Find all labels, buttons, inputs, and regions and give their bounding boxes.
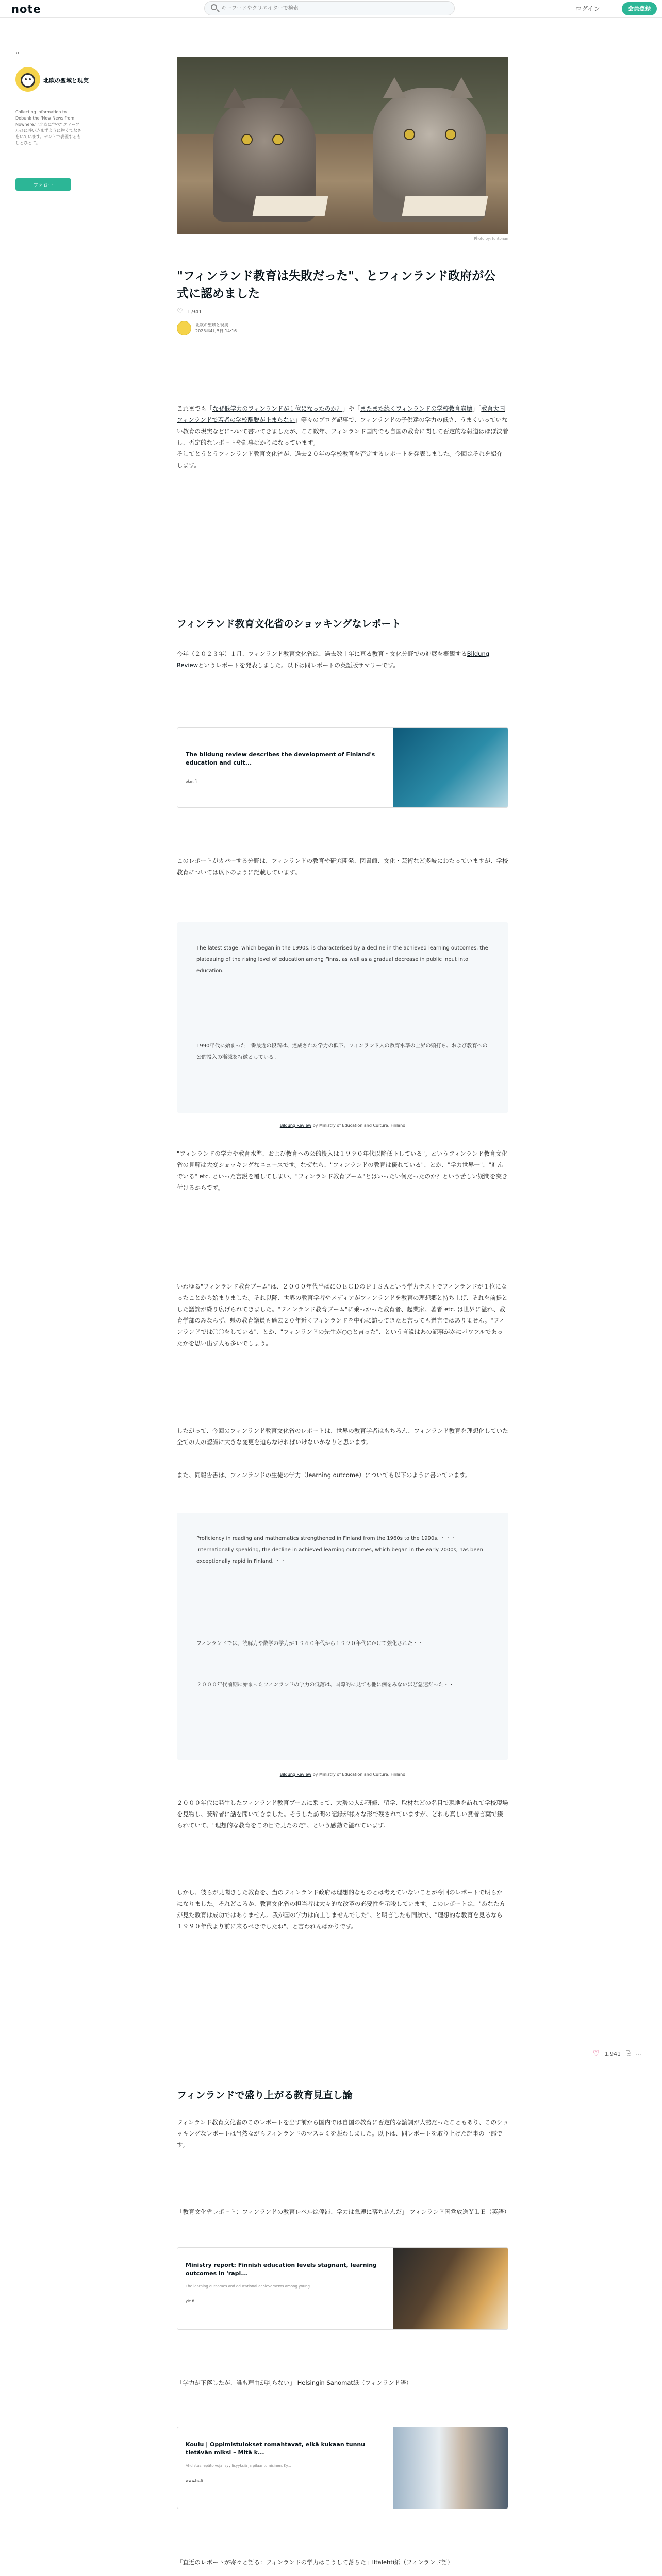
embed-url: yle.fi bbox=[186, 2299, 195, 2303]
creator-description: Collecting information to Debunk the 'New News from Nowhere.' "北欧に学べ" ユテーブルひに呼い込まずように物くてなさをいています。テントで表現するもしとひとて。 bbox=[15, 110, 81, 145]
search-input[interactable] bbox=[221, 4, 448, 13]
creator-name[interactable]: 北欧の聖域と現実 bbox=[43, 77, 89, 84]
quote-caption-1: Bildung Review by Ministry of Education and Culture, Finland bbox=[279, 1123, 406, 1128]
floating-like-count: 1,941 bbox=[604, 2050, 621, 2057]
embed-card-yle[interactable] bbox=[177, 2247, 508, 2330]
heart-icon[interactable]: ♡ bbox=[593, 2049, 600, 2058]
paragraph-7: また、同報告書は、フィンランドの生徒の学力（learning outcome）についても以下のように書いています。 bbox=[177, 1471, 471, 1479]
quote-block-1 bbox=[177, 922, 508, 1113]
heart-icon[interactable]: ♡ bbox=[177, 308, 183, 315]
embed-url: www.hs.fi bbox=[186, 2479, 203, 2483]
like-row bbox=[177, 309, 508, 315]
article bbox=[177, 57, 508, 335]
bildung-review-link[interactable]: Bildung Review bbox=[177, 650, 490, 669]
photo-credit: Photo by: tontonan bbox=[474, 236, 508, 241]
quote-block-2 bbox=[177, 1513, 508, 1760]
embed-card-hs[interactable] bbox=[177, 2427, 508, 2509]
quote-english: Proficiency in reading and mathematics strengthened in Finland from the 1960s to the 1990s. ・・・ Internationally speaking, the decline in achieved learning outcomes, which began in the early 2000s, has been exceptionally rapid in Finland. ・・ bbox=[196, 1536, 483, 1564]
note-logo[interactable]: note bbox=[11, 3, 41, 15]
embed-description: Ahdistus, epätoivoja, syyllisyyksiä ja pilaantumisinen. Ky... bbox=[186, 2464, 291, 2468]
embed-caption-yle: 「教育文化省レポート：フィンランドの教育レベルは停滞、学力は急速に落ち込んだ」 フィンランド国営放送ＹＬＥ（英語） bbox=[177, 2208, 510, 2215]
author-name[interactable]: 北欧の聖域と現実 bbox=[195, 323, 228, 327]
creator-avatar[interactable] bbox=[15, 67, 40, 92]
follow-button[interactable]: フォロー bbox=[15, 178, 71, 191]
quote-caption-2: Bildung Review by Ministry of Education and Culture, Finland bbox=[279, 1772, 406, 1777]
embed-description: The learning outcomes and educational achievements among young... bbox=[186, 2284, 313, 2289]
paragraph-10: フィンランド教育文化省のこのレポートを出す前から国内では自国の教育に否定的な論調が大勢だったこともあり、このショッキングなレポートは当然ながらフィンランドのマスコミを賑わしました。以下は、同レポートを取り上げた記事の一部です。 bbox=[177, 2119, 508, 2148]
back-icon[interactable]: ‹‹ bbox=[15, 50, 20, 56]
caption-link-1[interactable]: Bildung Review bbox=[279, 1123, 312, 1128]
signup-button[interactable]: 会員登録 bbox=[622, 2, 657, 15]
floating-action-bar bbox=[593, 2049, 641, 2058]
search-icon bbox=[211, 4, 217, 10]
section-heading-2: フィンランドで盛り上がる教育見直し論 bbox=[177, 2090, 353, 2101]
quote-japanese-1: フィンランドでは、読解力や数学の学力が１９６０年代から１９９０年代にかけて強化された・・ bbox=[196, 1641, 423, 1647]
paragraph-6: したがって、今回のフィンランド教育文化省のレポートは、世界の教育学者はもちろん、フィンランド教育を理想化していた全ての人の認識に大きな変更を迫らなければいけないかなりと思います。 bbox=[177, 1427, 508, 1446]
embed-url: okm.fi bbox=[186, 779, 197, 784]
login-link[interactable]: ログイン bbox=[575, 5, 600, 12]
link-article-1[interactable]: なぜ低学力のフィンランドが１位になったのか？ bbox=[212, 405, 343, 412]
paragraph-3: このレポートがカバーする分野は、フィンランドの教育や研究開発、図書館、文化・芸術など多岐にわたっていますが、学校教育については以下のように記載しています。 bbox=[177, 857, 508, 876]
caption-link-2[interactable]: Bildung Review bbox=[279, 1772, 312, 1777]
intro-paragraph: これまでも「なぜ低学力のフィンランドが１位になったのか？」や「またまた続くフィンランドの学校教育崩壊」「教育大国フィンランドで若者の学校離脱が止まらない」等々のブログ記事で、フィンランドの子供達の学力の低さ、うまくいっていない教育の現実などについて書いてきましたが、ここ数年、フィンランド国内でも自国の教育に関して否定的な報道はほぼ決着し、否定的なレポートや記事ばかりになっています。 そしてとうとうフィンランド教育文化省が、過去２０年の学校教育を否定するレポートを発表しました。今回はそれを紹介します。 bbox=[177, 405, 508, 469]
post-date: 2023年4月5日 14:16 bbox=[195, 329, 237, 333]
hero-image bbox=[177, 57, 508, 234]
author-row bbox=[177, 321, 508, 335]
embed-title: The bildung review describes the development of Finland's education and cult... bbox=[186, 751, 375, 766]
site-header bbox=[0, 0, 662, 18]
embed-caption-hs: 「学力が下落したが、誰も理由が判らない」 Helsingin Sanomat紙（フィンランド語） bbox=[177, 2379, 412, 2386]
like-count: 1,941 bbox=[187, 309, 202, 315]
paragraph-8: ２０００年代に発生したフィンランド教育ブームに乗って、大勢の人が研修、留学、取材などの名目で現地を訪れて学校現場を見物し、賛辞者に話を聞いてきました。そうした訪問の記録が様々な形で残されていますが、どれも真しい賞者言葉で綴られていて、"理想的な教育をこの目で見たのだ"、という感動で溢れています。 bbox=[177, 1799, 508, 1829]
quote-japanese: 1990年代に始まった一番最近の段階は、達成された学力の低下、フィンランド人の教育水準の上昇の頭打ち、および教育への公的投入の漸減を特徴としている。 bbox=[196, 1043, 488, 1060]
intro-paragraph-2: そしてとうとうフィンランド教育文化省が、過去２０年の学校教育を否定するレポートを発表しました。今回はそれを紹介します。 bbox=[177, 450, 503, 469]
link-article-3[interactable]: 教育大国フィンランドで若者の学校離脱が止まらない bbox=[177, 405, 505, 423]
more-icon[interactable]: ⋯ bbox=[635, 2050, 641, 2057]
article-title: "フィンランド教育は失敗だった"、とフィンランド政府が公式に認めました bbox=[177, 269, 496, 300]
paragraph-9: しかし、彼らが見聞きした教育を、当のフィンランド政府は理想的なものとは考えていないことが今回のレポートで明らかになりました。それどころか、教育文化省の担当者は大々的な改革の必要性を示唆しています。このレポートは、"あなた方が見た教育は成功ではありません。我が国の学力は向上しませんでした"、と明言したも同然で、"理想的な教育を見るなら１９９０年代より前に来るべきでしたね"、と言われんばかりです。 bbox=[177, 1889, 505, 1930]
embed-title: Ministry report: Finnish education levels stagnant, learning outcomes in 'rapi... bbox=[186, 2262, 377, 2277]
embed-thumbnail bbox=[393, 728, 508, 807]
section-heading-1: フィンランド教育文化省のショッキングなレポート bbox=[177, 618, 401, 630]
embed-card-okm[interactable] bbox=[177, 727, 508, 808]
embed-title: Koulu | Oppimistulokset romahtavat, eikä kukaan tunnu tietävän miksi – Mitä k... bbox=[186, 2441, 366, 2456]
search-box[interactable] bbox=[204, 1, 455, 15]
quote-japanese-2: ２０００年代前期に始まったフィンランドの学力の低落は、国際的に見ても他に例をみないほど急速だった・・ bbox=[196, 1682, 454, 1688]
embed-thumbnail bbox=[393, 2427, 508, 2509]
share-icon[interactable]: ⎘ bbox=[626, 2050, 631, 2057]
embed-caption-il: 「直近のレポートが寄々と語る：フィンランドの学力はこうして落ちた」Iltalehti紙（フィンランド語） bbox=[177, 2558, 454, 2566]
paragraph-5: いわゆる"フィンランド教育ブーム"は、２０００年代半ばにＯＥＣＤのＰＩＳＡという学力テストでフィンランドが１位になったことから始まりました。それ以降、世界の教育学者やメディアがフィンランドを教育の理想郷と持ち上げ、それを前提とした議論が繰り広げられてきました。"フィンランド教育ブーム"に乗っかった教育者、起業家、著者 etc. は世界に溢れ、教育学部のみならず、県の教育議員も過去２０年近くフィンランドを中心に訪ってきたと言っても過言ではありません。"フィンランドでは〇〇をしている"、とか、"フィンランドの先生が○○と言った"、という言説はあの記事がかにパワフルであったかを思い出す人も多いでしょう。 bbox=[177, 1283, 508, 1347]
quote-english: The latest stage, which began in the 1990s, is characterised by a decline in the achieved learning outcomes, the plateauing of the rising level of education among Finns, as well as a gradual decrease in public input into education. bbox=[196, 945, 488, 974]
paragraph-2: 今年（２０２３年）１月、フィンランド教育文化省は、過去数十年に亘る教育・文化分野での進展を概観するBildung Reviewというレポートを発表しました。以下は同レポートの英語版サマリーです。 bbox=[177, 650, 490, 669]
paragraph-4: "フィンランドの学力や教育水準、および教育への公的投入は１９９０年代以降低下している"。というフィンランド教育文化省の見解は大変ショッキングなニュースです。なぜなら、"フィンランドの教育は優れている"、とか、"学力世界一"、"進んでいる" etc. といった言説を覆してしまい、"フィンランド教育ブーム"とはいったい何だったのか？という苦しい疑問を突き付けるからです。 bbox=[177, 1150, 508, 1191]
link-article-2[interactable]: またまた続くフィンランドの学校教育崩壊 bbox=[360, 405, 473, 412]
author-avatar[interactable] bbox=[177, 321, 191, 335]
embed-thumbnail bbox=[393, 2248, 508, 2329]
